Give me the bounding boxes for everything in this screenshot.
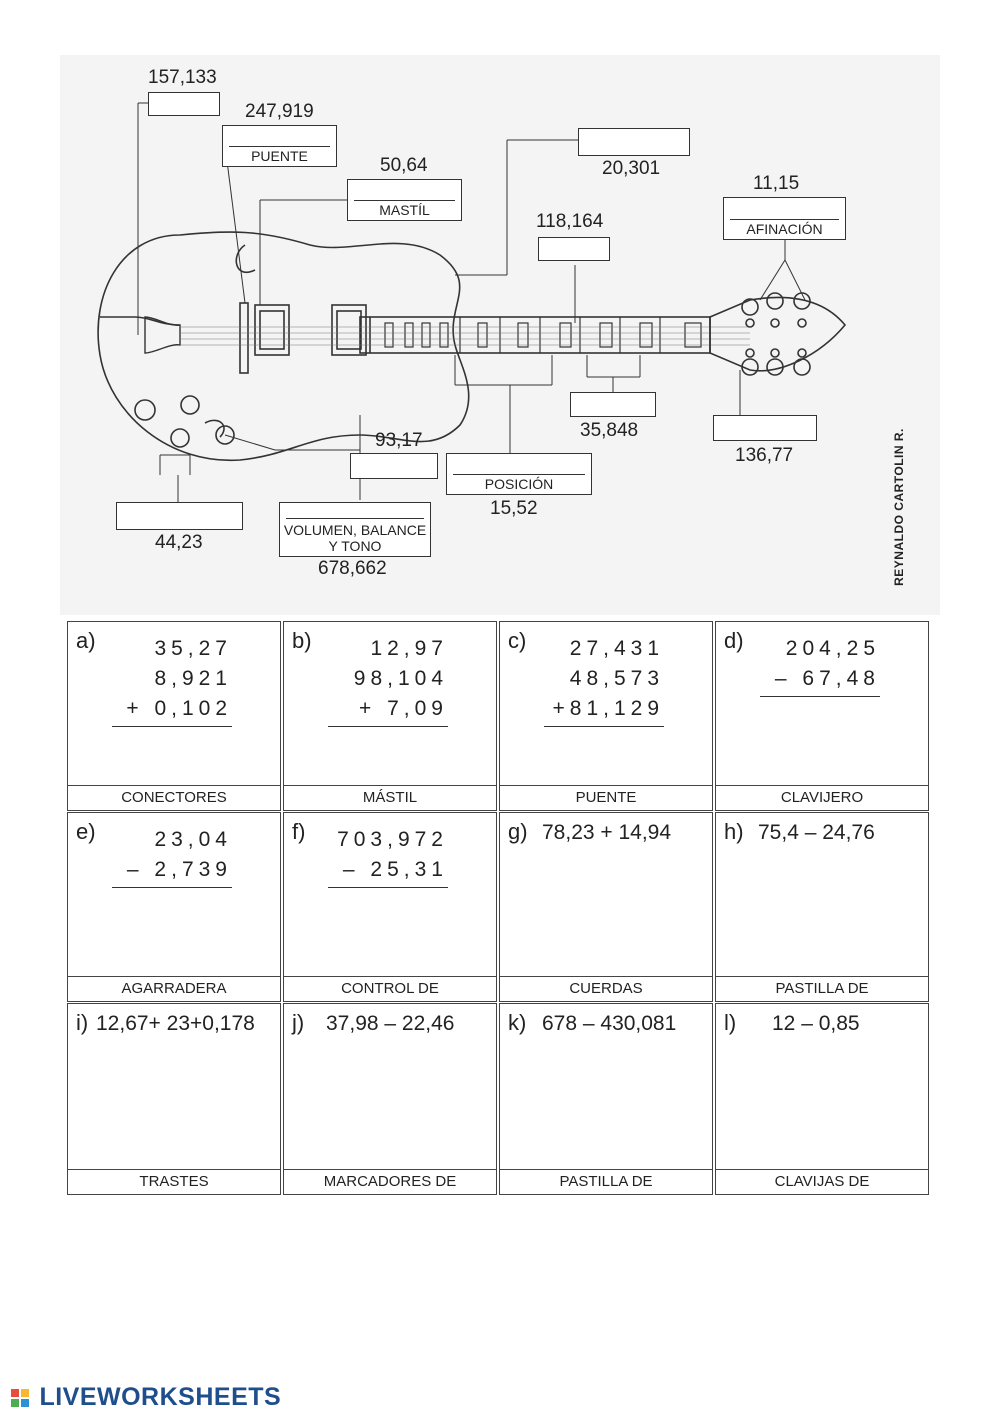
- exercise-expression: 75,4 – 24,76: [758, 821, 875, 844]
- vertical-subtraction: [760, 634, 880, 697]
- answer-label: AGARRADERA: [68, 976, 280, 1001]
- vertical-sum: [328, 634, 448, 727]
- operand: 23,04: [154, 828, 232, 851]
- value-1552: 15,52: [490, 498, 538, 519]
- exercise-d[interactable]: [715, 621, 929, 811]
- box-line: [286, 518, 424, 519]
- exercise-l[interactable]: [715, 1003, 929, 1195]
- value-5064: 50,64: [380, 155, 428, 176]
- value-20301: 20,301: [602, 158, 661, 179]
- operand: – 25,31: [342, 858, 448, 881]
- exercise-j[interactable]: [283, 1003, 497, 1195]
- answer-label: CLAVIJERO: [716, 785, 928, 810]
- exercise-letter: g): [508, 819, 528, 844]
- vertical-subtraction: [328, 825, 448, 888]
- vertical-sum: [112, 634, 232, 727]
- answer-box-7: [116, 502, 243, 530]
- vertical-sum: [544, 634, 664, 727]
- operand: 35,27: [154, 637, 232, 660]
- afinacion-box: [723, 197, 846, 240]
- operand: 27,431: [569, 637, 664, 660]
- sum-rule: [328, 887, 448, 888]
- exercise-e[interactable]: [67, 812, 281, 1002]
- answer-box-6: [350, 453, 438, 479]
- logo-text: LIVEWORKSHEETS: [39, 1383, 282, 1411]
- exercise-letter: l): [724, 1010, 737, 1035]
- puente-box: [222, 125, 337, 167]
- exercise-f[interactable]: [283, 812, 497, 1002]
- exercise-expression: 37,98 – 22,46: [326, 1012, 455, 1035]
- exercise-b[interactable]: [283, 621, 497, 811]
- exercise-letter: i): [76, 1010, 89, 1035]
- answer-box-1: [148, 92, 220, 116]
- answer-box-3: [538, 237, 610, 261]
- logo-icon: [10, 1388, 32, 1408]
- answer-label: TRASTES: [68, 1169, 280, 1194]
- answer-label: PASTILLA DE: [716, 976, 928, 1001]
- exercise-expression: 12,67+ 23+0,178: [96, 1012, 255, 1035]
- exercise-letter: k): [508, 1010, 527, 1035]
- exercise-k[interactable]: [499, 1003, 713, 1195]
- author-name: REYNALDO CARTOLIN R.: [891, 428, 906, 586]
- sum-rule: [328, 726, 448, 727]
- value-9317: 93,17: [375, 430, 423, 451]
- exercise-a[interactable]: [67, 621, 281, 811]
- answer-box-2: [578, 128, 690, 156]
- mastil-label: MASTÍL: [379, 202, 430, 218]
- answer-label: PUENTE: [500, 785, 712, 810]
- volumen-box: [279, 502, 431, 557]
- exercise-i[interactable]: [67, 1003, 281, 1195]
- value-118164: 118,164: [536, 211, 604, 232]
- value-247919: 247,919: [245, 101, 314, 122]
- guitar-diagram: [60, 55, 940, 615]
- exercise-letter: d): [724, 628, 744, 653]
- operand: 48,573: [569, 667, 664, 690]
- exercise-letter: b): [292, 628, 312, 653]
- author-credit: [891, 415, 930, 615]
- guitar-drawing: [60, 55, 940, 615]
- answer-label: CONECTORES: [68, 785, 280, 810]
- exercise-letter: j): [292, 1010, 305, 1035]
- operand: +81,129: [552, 697, 664, 720]
- operand: 12,97: [370, 637, 448, 660]
- exercise-letter: e): [76, 819, 96, 844]
- exercise-expression: 678 – 430,081: [542, 1012, 677, 1035]
- operand: 98,104: [353, 667, 448, 690]
- exercise-letter: a): [76, 628, 96, 653]
- sum-rule: [760, 696, 880, 697]
- box-line: [354, 200, 455, 201]
- exercise-expression: 12 – 0,85: [772, 1012, 860, 1035]
- exercise-c[interactable]: [499, 621, 713, 811]
- value-35848: 35,848: [580, 420, 639, 441]
- answer-label: MARCADORES DE: [284, 1169, 496, 1194]
- posicion-label: POSICIÓN: [484, 476, 554, 492]
- value-13677: 136,77: [735, 445, 794, 466]
- answer-label: PASTILLA DE: [500, 1169, 712, 1194]
- mastil-box: [347, 179, 462, 221]
- operand: – 2,739: [126, 858, 232, 881]
- exercise-letter: h): [724, 819, 744, 844]
- sum-rule: [544, 726, 664, 727]
- answer-box-5: [713, 415, 817, 441]
- puente-label: PUENTE: [251, 148, 308, 164]
- value-4423: 44,23: [155, 532, 203, 553]
- operand: 703,972: [337, 828, 448, 851]
- exercise-g[interactable]: [499, 812, 713, 1002]
- operand: 204,25: [785, 637, 880, 660]
- answer-label: CONTROL DE: [284, 976, 496, 1001]
- exercise-letter: c): [508, 628, 527, 653]
- exercise-expression: 78,23 + 14,94: [542, 821, 672, 844]
- sum-rule: [112, 887, 232, 888]
- value-1115: 11,15: [753, 173, 800, 194]
- afinacion-label: AFINACIÓN: [746, 221, 823, 237]
- value-157133: 157,133: [148, 67, 217, 88]
- volumen-label: VOLUMEN, BALANCE Y TONO: [283, 522, 427, 554]
- exercise-h[interactable]: [715, 812, 929, 1002]
- answer-label: CLAVIJAS DE: [716, 1169, 928, 1194]
- posicion-box: [446, 453, 592, 495]
- value-678662: 678,662: [318, 558, 387, 579]
- box-line: [229, 146, 330, 147]
- operand: + 0,102: [126, 697, 232, 720]
- operand: 8,921: [154, 667, 232, 690]
- exercise-letter: f): [292, 819, 306, 844]
- operand: – 67,48: [774, 667, 880, 690]
- answer-box-4: [570, 392, 656, 417]
- liveworksheets-logo[interactable]: [10, 1383, 281, 1412]
- vertical-subtraction: [112, 825, 232, 888]
- answer-label: MÁSTIL: [284, 785, 496, 810]
- box-line: [453, 474, 585, 475]
- box-line: [730, 219, 839, 220]
- sum-rule: [112, 726, 232, 727]
- operand: + 7,09: [359, 697, 448, 720]
- answer-label: CUERDAS: [500, 976, 712, 1001]
